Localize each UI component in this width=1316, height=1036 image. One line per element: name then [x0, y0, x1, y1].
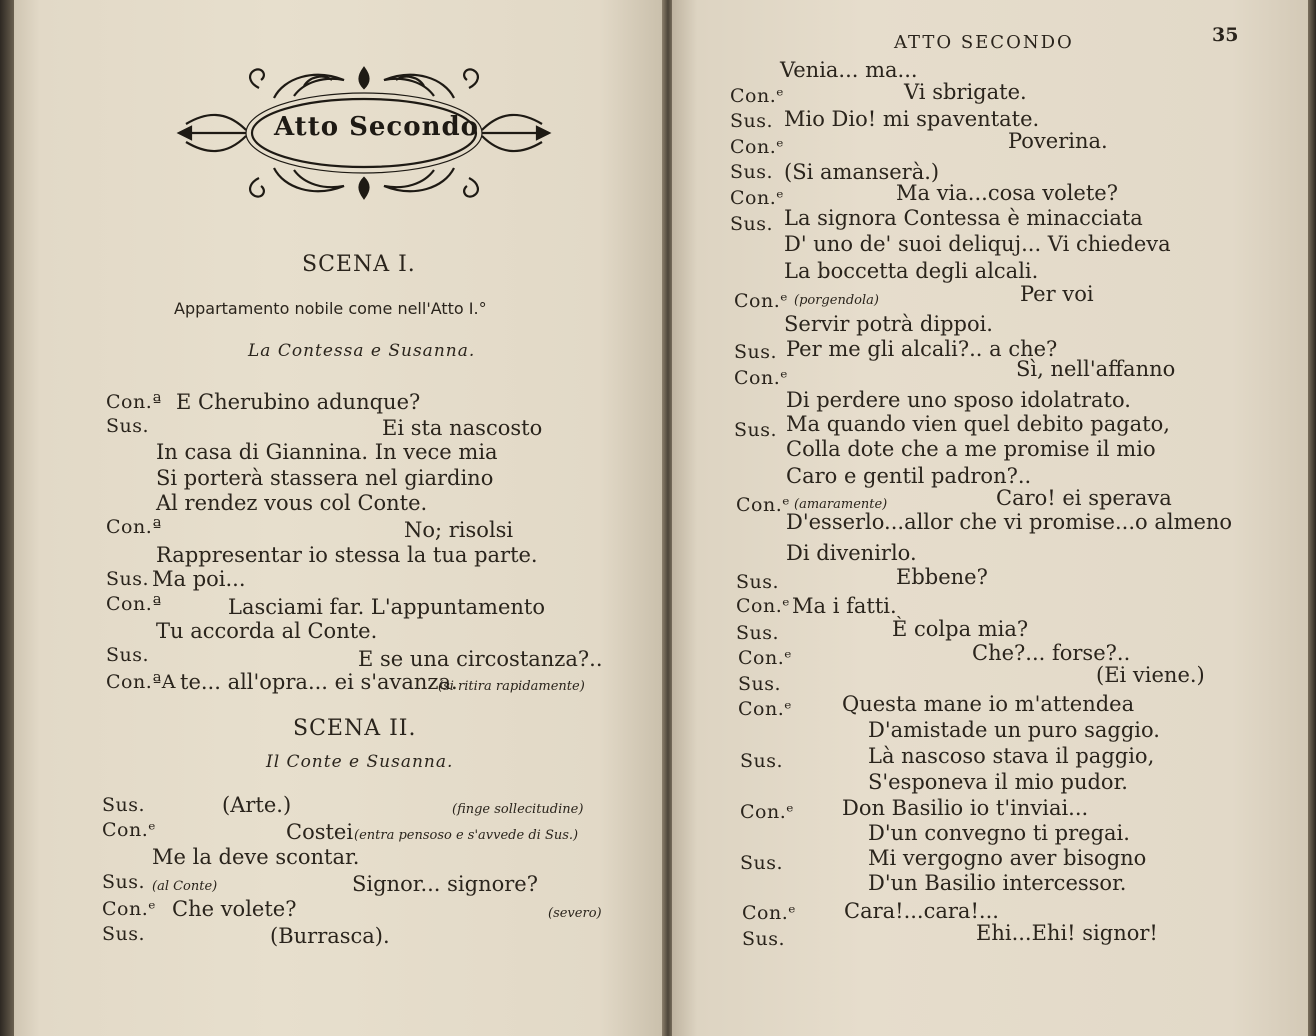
speaker: Con.ᵉ — [738, 698, 793, 720]
speaker: Con.ᵉ — [734, 367, 789, 389]
line-text: Per voi — [1020, 282, 1094, 306]
speaker: Con.ᵉ — [736, 494, 791, 516]
line-text: D' uno de' suoi deliquj... Vi chiedeva — [784, 232, 1171, 256]
line-text: Sì, nell'affanno — [1016, 357, 1176, 381]
line-text: (Burrasca). — [270, 924, 390, 948]
line-text: È colpa mia? — [892, 617, 1029, 641]
speaker: Sus. — [102, 923, 146, 945]
speaker: Sus. — [730, 110, 774, 132]
speaker: Sus. — [738, 673, 782, 695]
book-edge-right — [1308, 0, 1316, 1036]
speaker: Sus. — [736, 622, 780, 644]
speaker: Sus. — [102, 871, 146, 893]
speaker: Sus. — [742, 928, 786, 950]
line-text: Ma quando vien quel debito pagato, — [786, 412, 1170, 436]
line-text: Di perdere uno sposo idolatrato. — [786, 388, 1131, 412]
right-page — [672, 0, 1308, 1036]
scene-characters: Il Conte e Susanna. — [266, 752, 454, 772]
line-text: Colla dote che a me promise il mio — [786, 437, 1156, 461]
line-text: Questa mane io m'attendea — [842, 692, 1135, 716]
line-text: Si porterà stassera nel giardino — [156, 466, 494, 490]
line-text: Che?... forse?.. — [972, 641, 1131, 665]
speaker: Sus. — [730, 161, 774, 183]
line-text: Che volete? — [172, 897, 297, 921]
speaker: Con.ᵉ — [734, 290, 789, 312]
line-text: te... all'opra... ei s'avanza. — [180, 670, 458, 694]
speaker: Con.ª — [106, 593, 162, 615]
speaker: Sus. — [106, 415, 150, 437]
speaker: Sus. — [734, 419, 778, 441]
speaker: Sus. — [740, 852, 784, 874]
running-head: ATTO SECONDO — [894, 32, 1074, 53]
speaker: Sus. — [736, 571, 780, 593]
line-text: Là nascoso stava il paggio, — [868, 744, 1155, 768]
speaker: Con.ª — [106, 516, 162, 538]
line-text: Venia... ma... — [780, 58, 918, 82]
speaker: Sus. — [734, 341, 778, 363]
line-text: E se una circostanza?.. — [358, 647, 603, 671]
line-text: Caro! ei sperava — [996, 486, 1172, 510]
line-text: No; risolsi — [404, 518, 514, 542]
line-text: Lasciami far. L'appuntamento — [228, 595, 545, 619]
speaker: Con.ᵉ — [736, 595, 791, 617]
line-text: S'esponeva il mio pudor. — [868, 770, 1128, 794]
line-text: Ebbene? — [896, 565, 988, 589]
book-edge-left — [0, 0, 14, 1036]
speaker: Sus. — [106, 568, 150, 590]
line-text: Signor... signore? — [352, 872, 538, 896]
speaker: Con.ª — [106, 391, 162, 413]
left-page — [14, 0, 664, 1036]
act-title: Atto Secondo — [273, 112, 480, 142]
line-text: Poverina. — [1008, 129, 1108, 153]
line-text: Ei sta nascosto — [382, 416, 543, 440]
line-text: Mio Dio! mi spaventate. — [784, 107, 1040, 131]
stage-direction: (porgendola) — [794, 293, 879, 308]
scene-characters: La Contessa e Susanna. — [248, 341, 476, 361]
stage-direction: (severo) — [548, 906, 602, 921]
speaker: Con.ᵉ — [730, 187, 785, 209]
line-text: Per me gli alcali?.. a che? — [786, 337, 1058, 361]
line-text: Don Basilio io t'inviai... — [842, 796, 1089, 820]
stage-direction: (finge sollecitudine) — [452, 802, 584, 817]
line-text: Mi vergogno aver bisogno — [868, 846, 1147, 870]
line-text: D'esserlo...allor che vi promise...o almeno — [786, 510, 1233, 534]
line-text: Ma i fatti. — [792, 594, 897, 618]
line-text: (Si amanserà.) — [784, 160, 940, 184]
line-text: Cara!...cara!... — [844, 899, 999, 923]
speaker: Con.ᵉ — [730, 85, 785, 107]
stage-direction: (entra pensoso e s'avvede di Sus.) — [354, 828, 579, 843]
page-number: 35 — [1212, 24, 1239, 46]
line-text: (Ei viene.) — [1096, 663, 1205, 687]
line-text: Caro e gentil padron?.. — [786, 464, 1032, 488]
stage-direction: (si ritira rapidamente) — [438, 679, 585, 694]
line-text: Ma poi... — [152, 567, 246, 591]
speaker: Con.ᵉ — [102, 898, 157, 920]
line-text: Ehi...Ehi! signor! — [976, 921, 1158, 945]
line-text: Di divenirlo. — [786, 541, 917, 565]
speaker: Sus. — [106, 644, 150, 666]
line-text: La signora Contessa è minacciata — [784, 206, 1143, 230]
speaker: Con.ªA — [106, 671, 177, 693]
line-text: La boccetta degli alcali. — [784, 259, 1039, 283]
line-text: Rappresentar io stessa la tua parte. — [156, 543, 538, 567]
speaker: Con.ᵉ — [102, 819, 157, 841]
stage-direction: (al Conte) — [152, 879, 218, 894]
speaker: Sus. — [102, 794, 146, 816]
scene-title: SCENA I. — [302, 252, 416, 277]
speaker: Con.ᵉ — [740, 801, 795, 823]
speaker: Sus. — [730, 213, 774, 235]
line-text: Vi sbrigate. — [904, 80, 1027, 104]
scene-setting: Appartamento nobile come nell'Atto I.° — [174, 299, 487, 318]
speaker: Con.ᵉ — [738, 647, 793, 669]
line-text: Ma via...cosa volete? — [896, 181, 1118, 205]
line-text: In casa di Giannina. In vece mia — [156, 440, 498, 464]
line-text: (Arte.) — [222, 793, 292, 817]
line-text: Tu accorda al Conte. — [156, 619, 378, 643]
speaker: Con.ᵉ — [730, 136, 785, 158]
line-text: Costei — [286, 820, 354, 844]
speaker: Con.ᵉ — [742, 902, 797, 924]
speaker: Sus. — [740, 750, 784, 772]
scene-title: SCENA II. — [293, 716, 417, 741]
line-text: D'un convegno ti pregai. — [868, 821, 1130, 845]
line-text: Al rendez vous col Conte. — [156, 491, 428, 515]
line-text: Servir potrà dippoi. — [784, 312, 993, 336]
line-text: D'amistade un puro saggio. — [868, 718, 1160, 742]
line-text: Me la deve scontar. — [152, 845, 360, 869]
line-text: D'un Basilio intercessor. — [868, 871, 1127, 895]
line-text: E Cherubino adunque? — [176, 390, 421, 414]
stage-direction: (amaramente) — [794, 497, 888, 512]
